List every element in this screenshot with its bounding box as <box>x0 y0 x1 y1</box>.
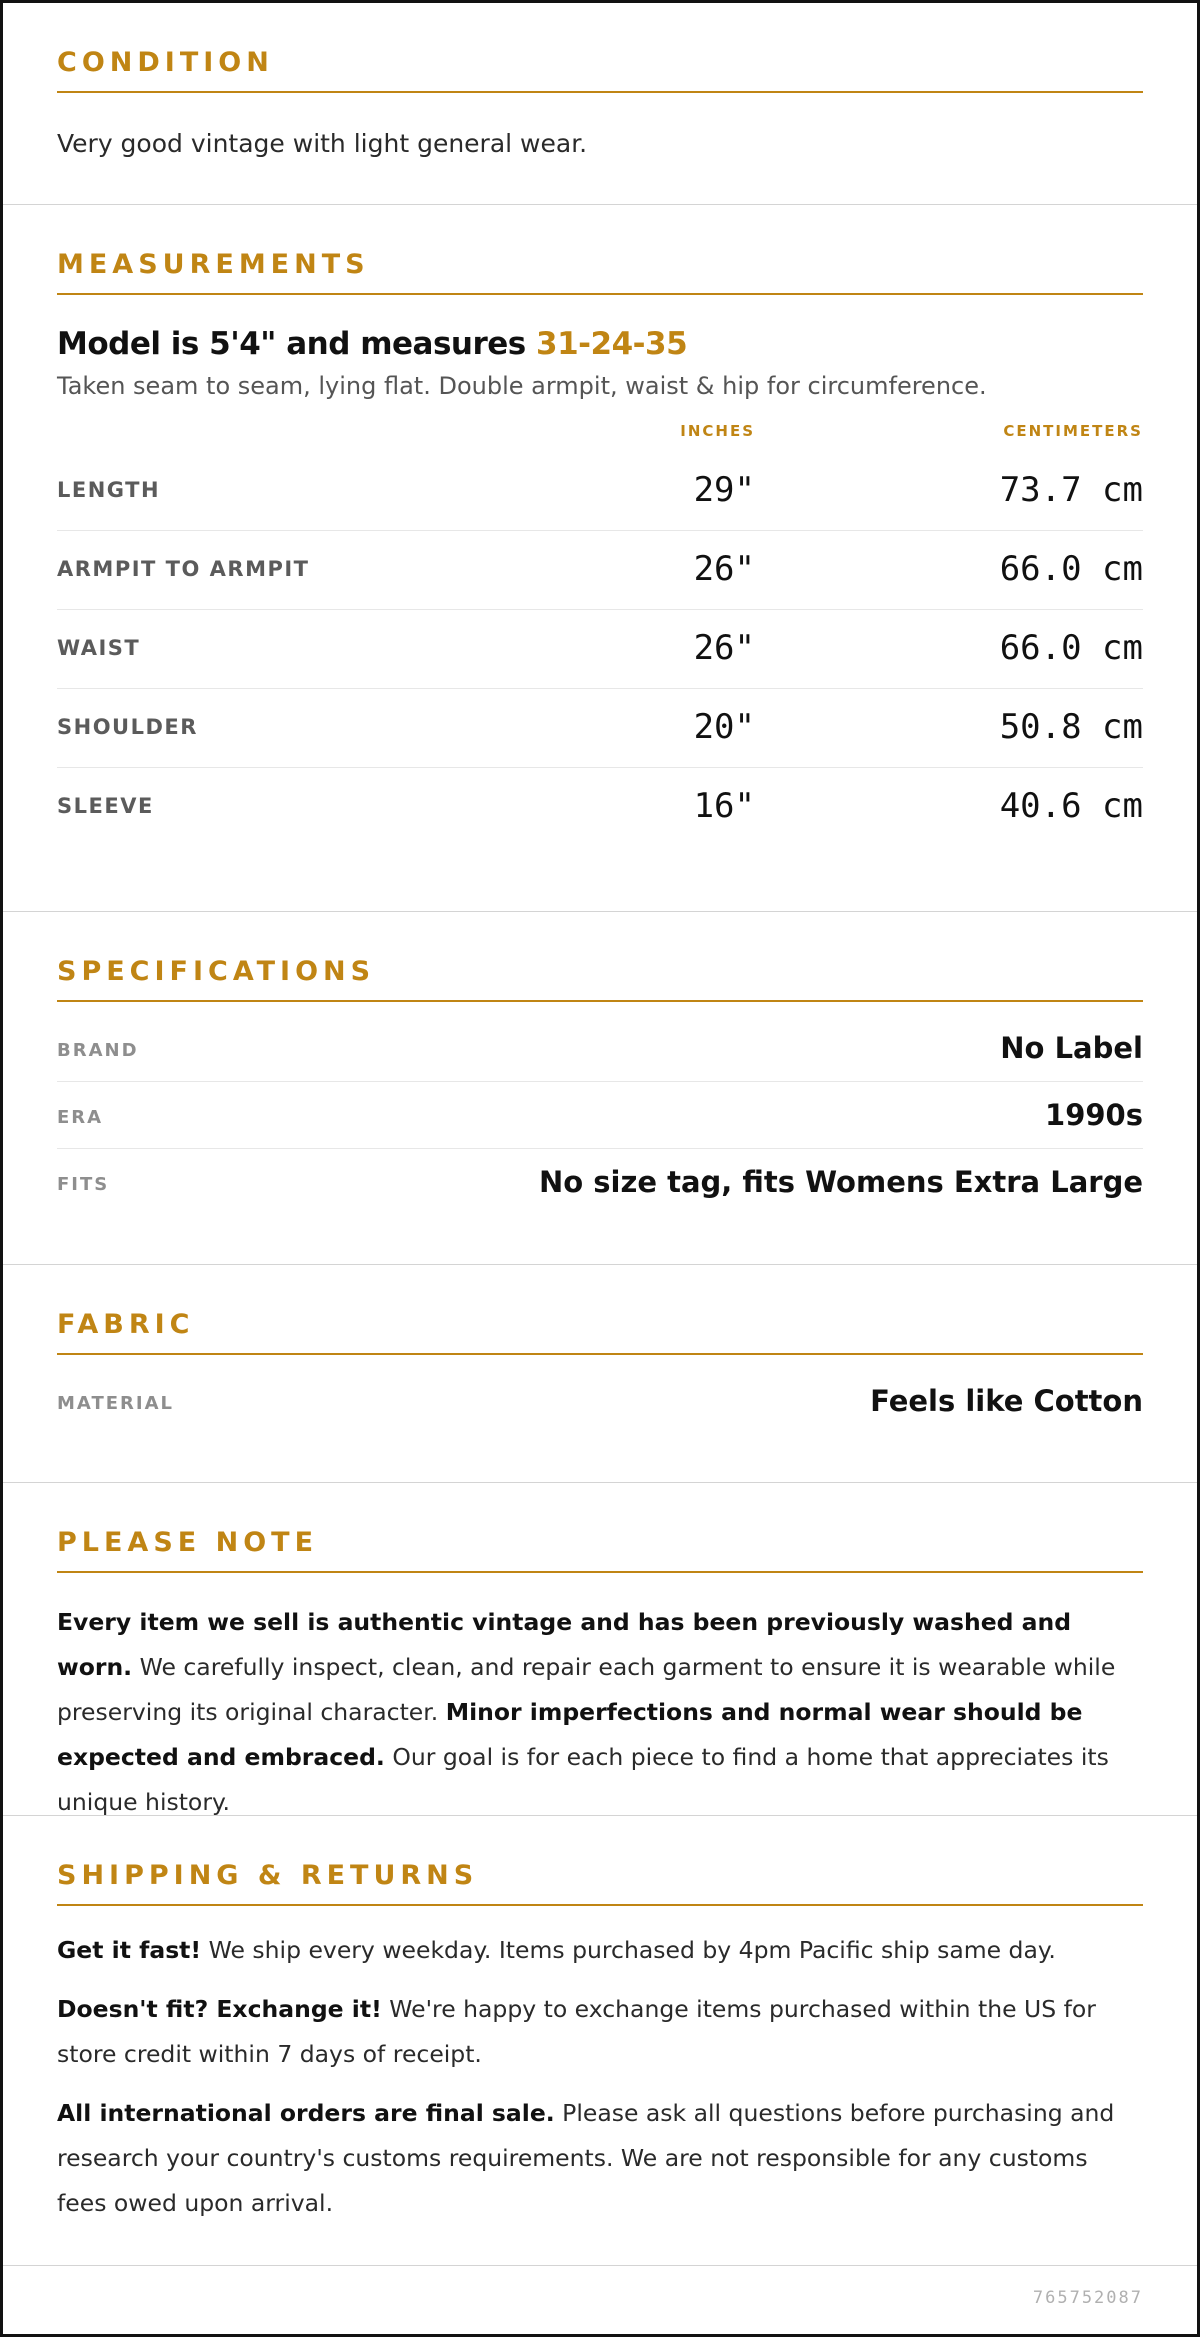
please-note-divider <box>57 1571 1143 1573</box>
shipping-bold-1: Get it fast! <box>57 1936 202 1964</box>
spec-label: FITS <box>57 1174 110 1195</box>
condition-title: CONDITION <box>57 47 274 78</box>
model-info <box>57 326 1143 362</box>
spec-label: ERA <box>57 1107 104 1128</box>
condition-text: Very good vintage with light general wear. <box>57 129 588 158</box>
specifications-section <box>3 912 1197 1265</box>
spec-row-material <box>57 1368 1143 1435</box>
measurement-row-sleeve <box>57 768 1143 847</box>
measurement-row-waist <box>57 610 1143 689</box>
model-prefix: Model is 5'4" and measures <box>57 326 537 362</box>
measurement-inches: 26" <box>693 628 755 668</box>
spec-value: 1990s <box>1045 1098 1143 1132</box>
fabric-section <box>3 1265 1197 1483</box>
measurements-divider <box>57 293 1143 295</box>
measurements-subtitle: Taken seam to seam, lying flat. Double armpit, waist & hip for circumference. <box>57 372 987 400</box>
specifications-title: SPECIFICATIONS <box>57 956 376 987</box>
note-bold-2: Minor imperfections and normal wear should be expected and embraced. <box>57 1698 1083 1771</box>
measurements-table <box>57 452 1143 847</box>
fabric-title: FABRIC <box>57 1309 195 1340</box>
measurement-inches: 16" <box>693 786 755 826</box>
spec-row-era <box>57 1082 1143 1149</box>
note-text-1: We carefully inspect, clean, and repair each garment to ensure it is wearable while preserving its original character. <box>57 1653 1116 1726</box>
spec-value: No size tag, fits Womens Extra Large <box>538 1165 1143 1199</box>
please-note-text <box>57 1600 1143 1825</box>
spec-row-fits <box>57 1149 1143 1216</box>
note-bold-1: Every item we sell is authentic vintage and has been previously washed and worn. <box>57 1608 1072 1681</box>
measurement-cm: 73.7 cm <box>999 470 1143 510</box>
measurement-inches: 29" <box>693 470 755 510</box>
measurements-title: MEASUREMENTS <box>57 249 370 280</box>
measurement-cm: 50.8 cm <box>999 707 1143 747</box>
measurements-header <box>57 422 1143 452</box>
sku-number: 765752087 <box>1032 2288 1143 2308</box>
measurement-label: LENGTH <box>57 478 161 502</box>
spec-label: BRAND <box>57 1040 139 1061</box>
measurement-label: ARMPIT TO ARMPIT <box>57 557 310 581</box>
condition-section <box>3 3 1197 205</box>
measurement-row-armpit <box>57 531 1143 610</box>
fabric-list <box>57 1368 1143 1435</box>
shipping-text-1: We ship every weekday. Items purchased by 4pm Pacific ship same day. <box>201 1936 1056 1964</box>
measurement-inches: 20" <box>693 707 755 747</box>
shipping-paragraph-exchange <box>57 1987 1143 2077</box>
please-note-title: PLEASE NOTE <box>57 1527 319 1558</box>
measurement-cm: 66.0 cm <box>999 628 1143 668</box>
measurement-label: WAIST <box>57 636 141 660</box>
shipping-divider <box>57 1904 1143 1906</box>
shipping-paragraph-fast <box>57 1928 1143 1973</box>
shipping-text-2: We're happy to exchange items purchased within the US for store credit within 7 days of receipt. <box>57 1995 1096 2068</box>
centimeters-column-header: CENTIMETERS <box>1003 422 1143 440</box>
measurement-label: SHOULDER <box>57 715 198 739</box>
shipping-paragraph-international <box>57 2091 1143 2226</box>
condition-divider <box>57 91 1143 93</box>
footer <box>3 2266 1197 2336</box>
shipping-title: SHIPPING & RETURNS <box>57 1860 479 1891</box>
shipping-section <box>3 1816 1197 2266</box>
please-note-section <box>3 1483 1197 1816</box>
fabric-divider <box>57 1353 1143 1355</box>
spec-value: Feels like Cotton <box>870 1384 1143 1418</box>
note-text-2: Our goal is for each piece to find a home that appreciates its unique history. <box>57 1743 1109 1816</box>
shipping-bold-2: Doesn't fit? Exchange it! <box>57 1995 382 2023</box>
measurement-inches: 26" <box>693 549 755 589</box>
spec-label: MATERIAL <box>57 1393 174 1414</box>
shipping-bold-3: All international orders are final sale. <box>57 2099 555 2127</box>
measurement-cm: 66.0 cm <box>999 549 1143 589</box>
measurements-section <box>3 205 1197 912</box>
measurement-cm: 40.6 cm <box>999 786 1143 826</box>
specifications-divider <box>57 1000 1143 1002</box>
spec-value: No Label <box>1000 1031 1143 1065</box>
spec-row-brand <box>57 1015 1143 1082</box>
inches-column-header: INCHES <box>680 422 755 440</box>
specifications-list <box>57 1015 1143 1216</box>
measurement-row-shoulder <box>57 689 1143 768</box>
model-measures: 31-24-35 <box>536 326 688 362</box>
shipping-text-3: Please ask all questions before purchasing and research your country's customs requirements. We are not responsible for any customs fees owed upon arrival. <box>57 2099 1115 2217</box>
measurement-row-length <box>57 452 1143 531</box>
measurement-label: SLEEVE <box>57 794 154 818</box>
